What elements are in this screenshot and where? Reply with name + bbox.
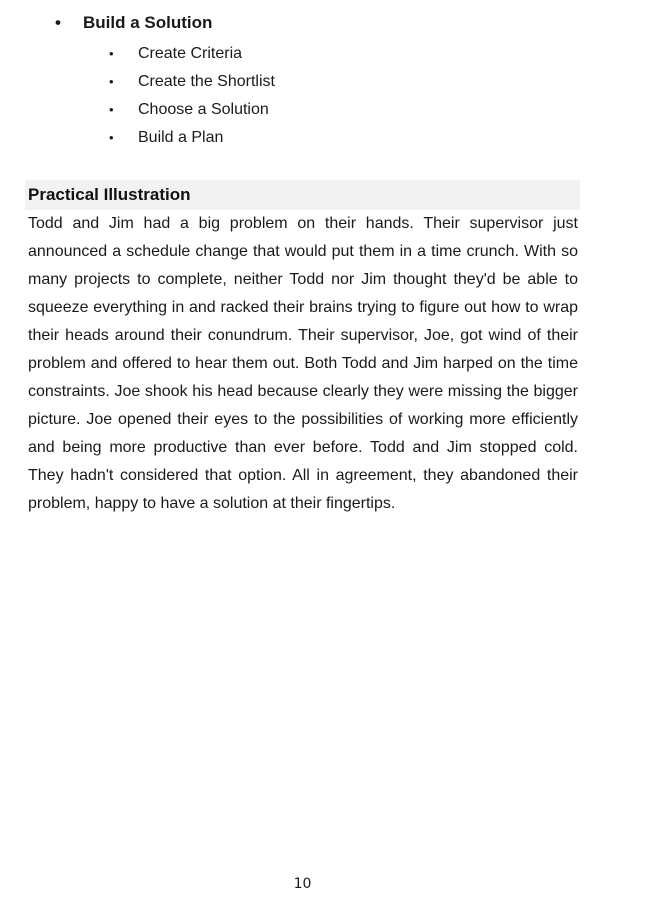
list-item (109, 96, 275, 124)
bullet-icon: • (109, 46, 114, 61)
body-paragraph: Todd and Jim had a big problem on their hands. Their supervisor just announced a schedule change that would put them in a time crunch. With so many projects to complete, neither Todd nor Jim thought they'd be able to squeeze everything in and racked their brains trying to figure out how to wrap their heads around their conundrum. Their supervisor, Joe, got wind of their problem and offered to hear them out. Both Todd and Jim harped on the time constraints. Joe shook his head because clearly they were missing the bigger picture. Joe opened their eyes to the possibilities of working more efficiently and being more productive than ever before. Todd and Jim stopped cold. They hadn't considered that option. All in agreement, they abandoned their problem, happy to have a solution at their fingertips. (28, 215, 578, 512)
list-item-label: Build a Plan (138, 129, 224, 146)
bullet-icon: • (109, 102, 114, 117)
page-number: 10 (293, 876, 312, 892)
section-heading: Practical Illustration (25, 180, 580, 210)
bullet-icon: • (109, 130, 114, 145)
list-item-label: Create the Shortlist (138, 73, 275, 90)
list-item (109, 68, 275, 96)
list-item-label: Create Criteria (138, 45, 243, 62)
list-item-label: Choose a Solution (138, 101, 269, 118)
bullet-icon: • (55, 13, 61, 32)
outline-sub-list (109, 40, 275, 152)
list-item (109, 40, 275, 68)
outline-main-item-label: Build a Solution (83, 13, 213, 32)
outline-main-item (55, 12, 212, 34)
list-item (109, 124, 275, 152)
bullet-icon: • (109, 74, 114, 89)
